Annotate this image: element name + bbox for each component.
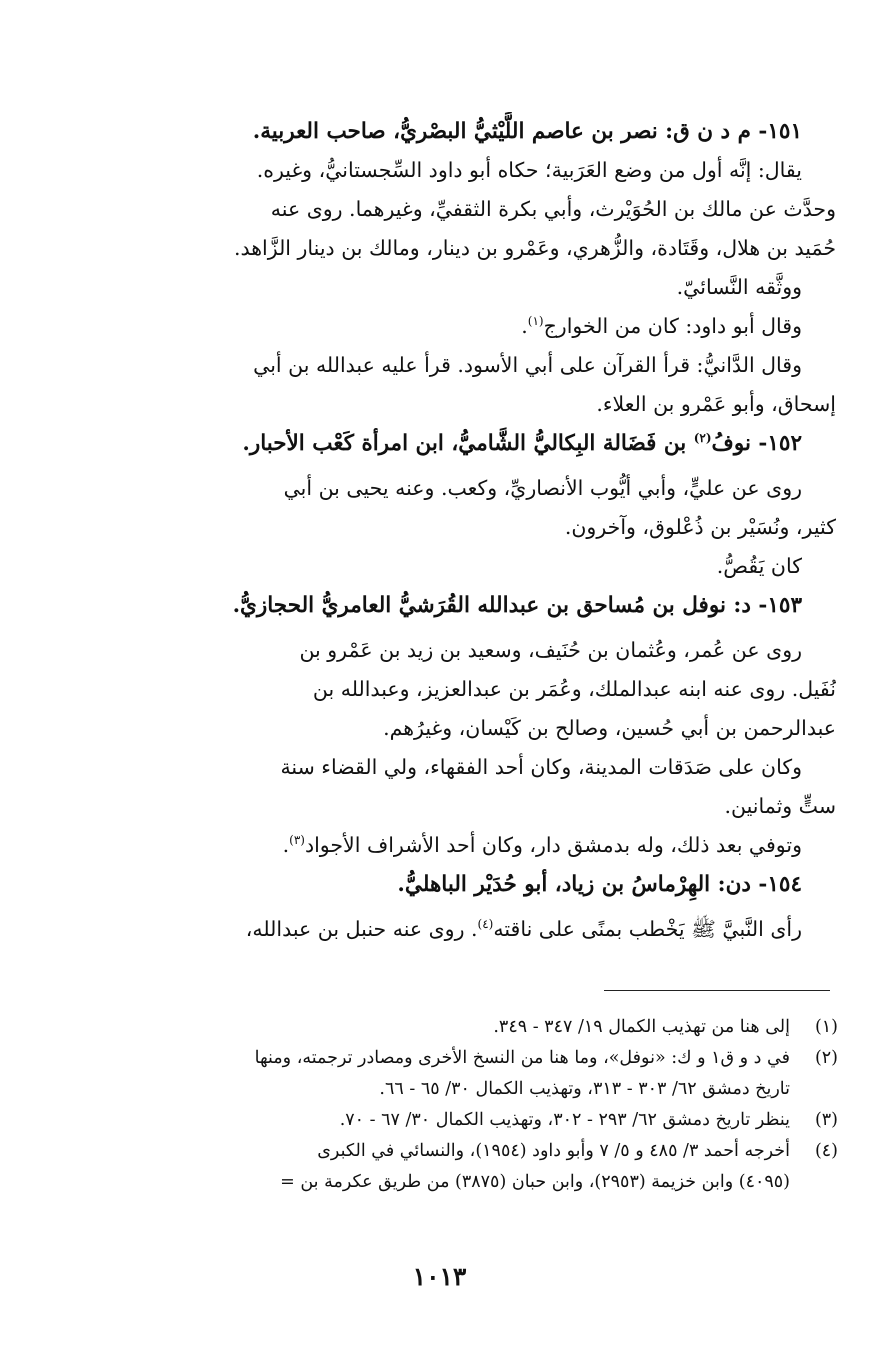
footnote-text: ينظر تاريخ دمشق ٦٢/ ٢٩٣ - ٣٠٢، وتهذيب الكمال ٣٠/ ٦٧ - ٧٠.: [339, 1110, 790, 1130]
footnote-ref: (٣): [289, 833, 305, 848]
footnote-divider: [604, 990, 830, 991]
footnote: [112, 1043, 838, 1074]
text-line: ووثَّقه النَّسائيّ.: [676, 275, 802, 299]
text-line: روى عن عُمر، وعُثمان بن حُنَيف، وسعيد بن زيد بن عَمْرو بن: [299, 638, 802, 662]
footnote: [112, 1012, 838, 1043]
entry-heading: ١٥١- م د ن ق: نصر بن عاصم اللَّيْثيُّ البصْريُّ، صاحب العربية.: [252, 119, 802, 144]
footnote-number: (٣): [814, 1110, 838, 1130]
text-span: وتوفي بعد ذلك، وله بدمشق دار، وكان أحد الأشراف الأجواد: [304, 833, 802, 857]
footnote-text: إلى هنا من تهذيب الكمال ١٩/ ٣٤٧ - ٣٤٩.: [493, 1017, 790, 1037]
main-text: [116, 112, 836, 949]
footnote-ref: (٢): [693, 430, 712, 445]
heading-span: ١٥٢- نوفُ: [711, 431, 802, 456]
text-line: [116, 910, 836, 949]
footnote-continuation: تاريخ دمشق ٦٢/ ٣٠٣ - ٣١٣، وتهذيب الكمال ٣٠/ ٦٥ - ٦٦.: [379, 1079, 790, 1099]
text-line: وقال أبو داود: كان من الخوارج$^{(١)}$.: [521, 314, 802, 338]
footnote-continuation: (٤٠٩٥) وابن خزيمة (٢٩٥٣)، وابن حبان (٣٨٧٥) من طريق عكرمة بن =: [280, 1172, 790, 1192]
text-line: كثير، ونُسَيْر بن ذُعْلوق، وآخرون.: [564, 515, 836, 539]
footnote-number: (٤): [814, 1141, 838, 1161]
text-line: وقال الدَّانيُّ: قرأ القرآن على أبي الأسود. قرأ عليه عبدالله بن أبي: [253, 353, 802, 377]
heading-span: بن فَضَالة البِكاليُّ الشَّاميُّ، ابن امرأة كَعْب الأحبار.: [242, 431, 694, 456]
entry-heading: [116, 424, 836, 463]
footnote-number: (١): [814, 1017, 838, 1037]
text-line: عبدالرحمن بن أبي حُسين، وصالح بن كَيْسان، وغيرُهم.: [383, 716, 836, 740]
footnote: [112, 1105, 838, 1136]
footnote-text: في د و ق١ و ك: «نوفل»، وما هنا من النسخ الأخرى ومصادر ترجمته، ومنها: [254, 1048, 790, 1068]
footnotes: [112, 1012, 838, 1198]
footnote-number: (٢): [814, 1048, 838, 1068]
text-line: حُمَيد بن هلال، وقَتَادة، والزُّهري، وعَمْرو بن دينار، ومالك بن دينار الزَّاهد.: [233, 236, 836, 260]
text-span: وقال أبو داود: كان من الخوارج: [543, 314, 802, 338]
text-line: وحدَّث عن مالك بن الحُوَيْرث، وأبي بكرة الثقفيِّ، وغيرهما. روى عنه: [270, 197, 836, 221]
footnote: [112, 1136, 838, 1167]
text-span: رأى النَّبيَّ ﷺ يَخْطب بمنًى على ناقته: [493, 917, 802, 941]
footnote-text: أخرجه أحمد ٣/ ٤٨٥ و ٥/ ٧ وأبو داود (١٩٥٤)، والنسائي في الكبرى: [317, 1141, 790, 1161]
text-line: إسحاق، وأبو عَمْرو بن العلاء.: [596, 392, 836, 416]
text-span: . روى عنه حنبل بن عبدالله،: [245, 917, 478, 941]
footnote-ref: (١): [527, 314, 544, 329]
text-line: ستٍّ وثمانين.: [724, 794, 836, 818]
page-number: ١٠١٣: [412, 1262, 467, 1291]
footnote-ref: (٤): [477, 917, 494, 932]
text-line: وتوفي بعد ذلك، وله بدمشق دار، وكان أحد الأشراف الأجواد$^{(٣)}$.: [282, 833, 802, 857]
text-line: روى عن عليٍّ، وأبي أيُّوب الأنصاريِّ، وكعب. وعنه يحيى بن أبي: [283, 476, 802, 500]
entry-heading: ١٥٤- دن: الهِرْماسُ بن زياد، أبو حُدَيْر الباهليُّ.: [397, 872, 802, 897]
text-line: يقال: إنَّه أول من وضع العَرَبية؛ حكاه أبو داود السِّجستانيُّ، وغيره.: [256, 158, 802, 182]
text-line: وكان على صَدَقات المدينة، وكان أحد الفقهاء، ولي القضاء سنة: [280, 755, 802, 779]
text-line: نُفَيل. روى عنه ابنه عبدالملك، وعُمَر بن عبدالعزيز، وعبدالله بن: [312, 677, 836, 701]
text-line: كان يَقُصُّ.: [716, 554, 802, 578]
entry-heading: ١٥٣- د: نوفل بن مُساحق بن عبدالله القُرَشيُّ العامريُّ الحجازيُّ.: [232, 593, 802, 618]
